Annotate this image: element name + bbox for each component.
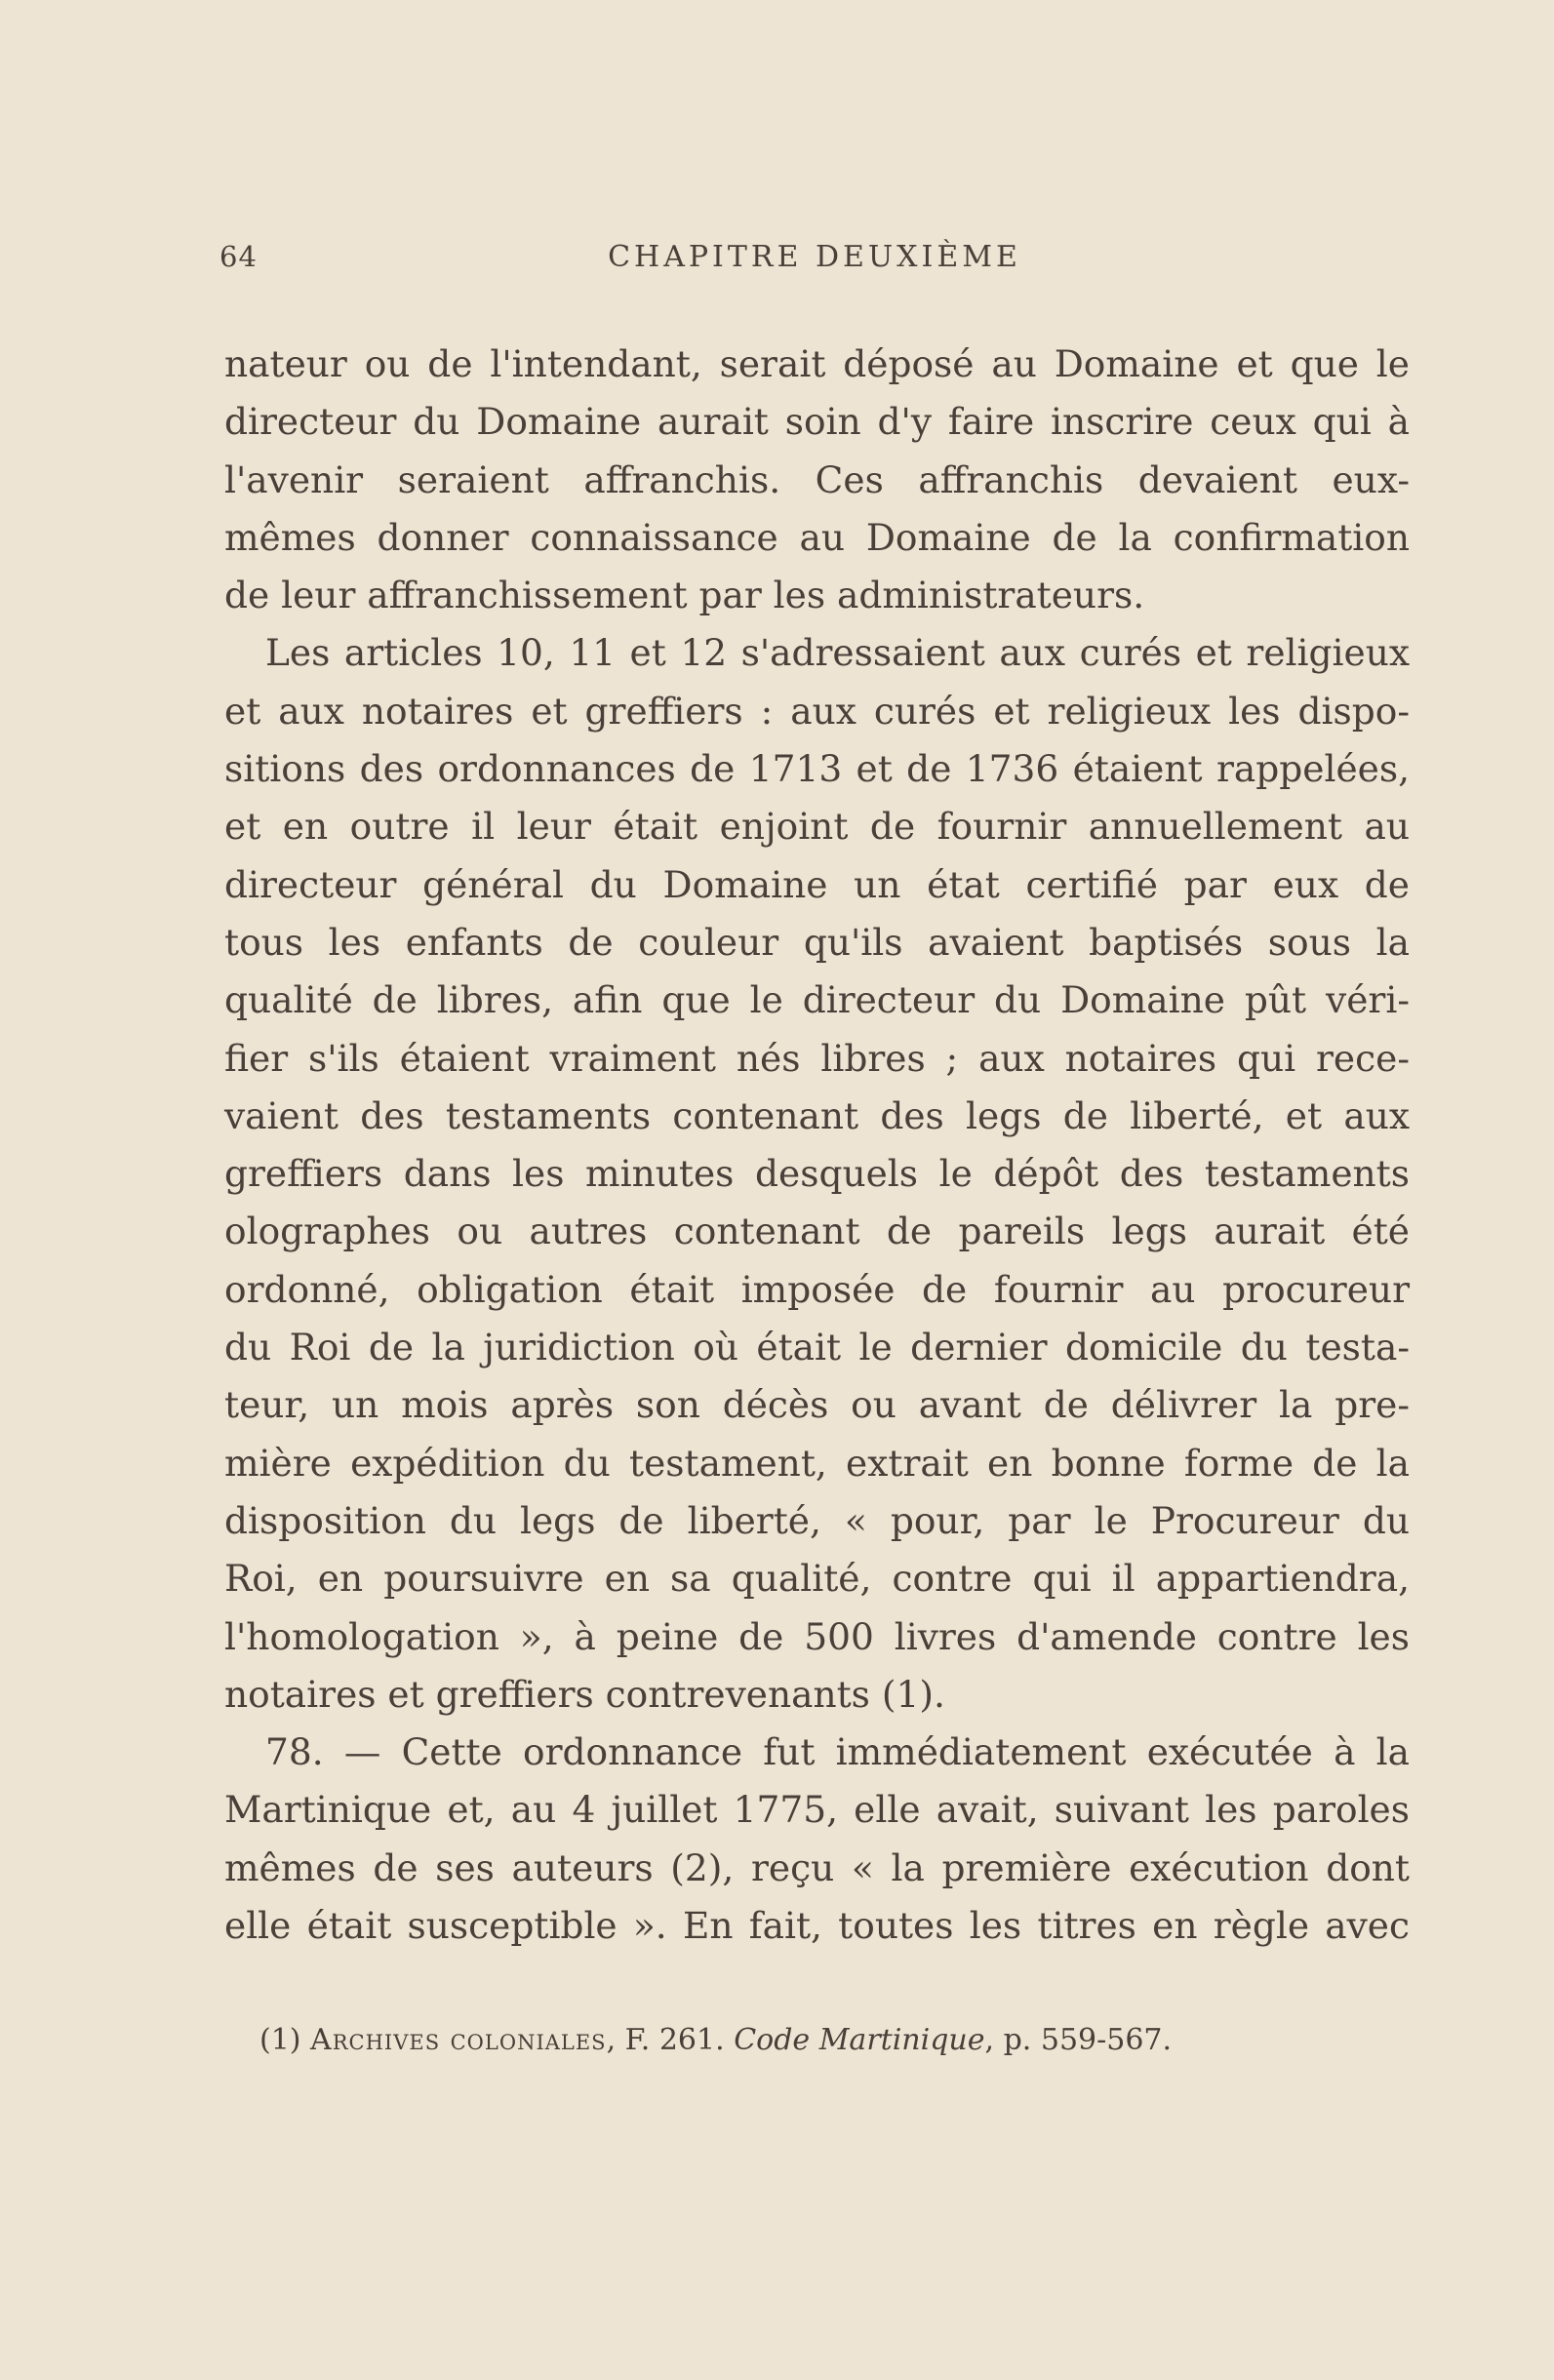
text-line: notaires et greffiers contrevenants (1). [224, 1672, 945, 1716]
text-line: du Roi de la juridiction où était le dernier domicile du testa- [224, 1326, 1410, 1369]
text-line: 78. — Cette ordonnance fut immédiatement exécutée à la [265, 1730, 1410, 1774]
text-line: directeur du Domaine aurait soin d'y faire inscrire ceux qui à [224, 400, 1410, 444]
text-line: mière expédition du testament, extrait en bonne forme de la [224, 1441, 1410, 1485]
footnote-source: Archives coloniales [310, 2023, 607, 2057]
text-line: mêmes donner connaissance au Domaine de la confirmation [224, 515, 1410, 559]
text-line: mêmes de ses auteurs (2), reçu « la première exécution dont [224, 1845, 1410, 1889]
page-number: 64 [219, 240, 258, 273]
text-line: greffiers dans les minutes desquels le dépôt des testaments [224, 1152, 1410, 1196]
text-line: Martinique et, au 4 juillet 1775, elle avait, suivant les paroles [224, 1788, 1410, 1832]
text-line: Les articles 10, 11 et 12 s'adressaient aux curés et religieux [265, 631, 1410, 675]
text-line: ordonné, obligation était imposée de fournir au procureur [224, 1267, 1410, 1311]
text-line: tous les enfants de couleur qu'ils avaient baptisés sous la [224, 920, 1410, 964]
text-line: l'avenir seraient affranchis. Ces affranchis devaient eux- [224, 457, 1410, 501]
text-line: nateur ou de l'intendant, serait déposé au Domaine et que le [224, 342, 1410, 385]
footnote [259, 2023, 1411, 2057]
text-line: l'homologation », à peine de 500 livres d'amende contre les [224, 1614, 1410, 1658]
text-line: olographes ou autres contenant de pareils legs aurait été [224, 1210, 1410, 1253]
running-head: CHAPITRE DEUXIÈME [608, 240, 1021, 274]
text-line: vaient des testaments contenant des legs de liberté, et aux [224, 1093, 1410, 1137]
text-line: qualité de libres, afin que le directeur du Domaine pût véri- [224, 978, 1410, 1022]
footnote-pages: , p. 559-567. [984, 2023, 1173, 2057]
text-line: disposition du legs de liberté, « pour, par le Procureur du [224, 1498, 1410, 1542]
text-line: Roi, en poursuivre en sa qualité, contre qui il appartiendra, [224, 1557, 1410, 1601]
footnote-folio: , F. 261. [606, 2023, 725, 2057]
text-line: et aux notaires et greffiers : aux curés et religieux les dispo- [224, 689, 1410, 733]
text-line: elle était susceptible ». En fait, toutes les titres en règle avec [224, 1904, 1410, 1948]
page-header [219, 230, 1410, 289]
text-line: directeur général du Domaine un état certifié par eux de [224, 862, 1410, 906]
text-line: teur, un mois après son décès ou avant de délivrer la pre- [224, 1383, 1410, 1427]
text-line: et en outre il leur était enjoint de fournir annuellement au [224, 805, 1410, 849]
body-text [224, 336, 1410, 1955]
footnote-marker: (1) [259, 2023, 301, 2057]
text-line: fier s'ils étaient vraiment nés libres ; aux notaires qui rece- [224, 1036, 1410, 1080]
text-line: sitions des ordonnances de 1713 et de 1736 étaient rappelées, [224, 747, 1410, 791]
text-line: de leur affranchissement par les administrateurs. [224, 574, 1145, 617]
footnote-title: Code Martinique [734, 2023, 985, 2057]
